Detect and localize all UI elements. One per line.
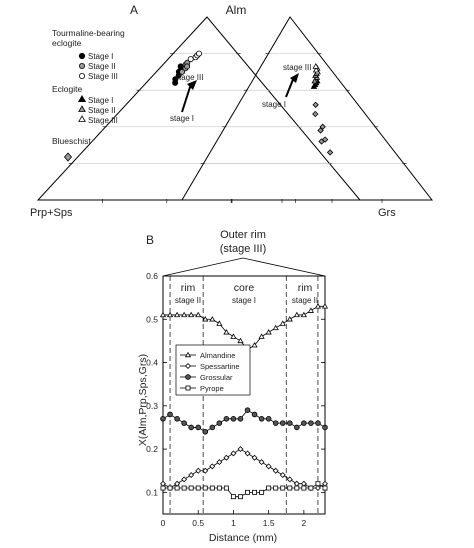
data-point xyxy=(252,412,257,417)
data-point xyxy=(323,486,327,490)
y-tick-label: 0.6 xyxy=(146,271,158,281)
y-tick-label: 0.4 xyxy=(146,357,158,368)
ternary-point xyxy=(196,51,201,56)
data-point xyxy=(224,416,229,421)
data-point xyxy=(316,486,321,491)
data-point xyxy=(280,421,285,426)
data-point xyxy=(266,464,271,469)
data-point xyxy=(316,421,321,426)
data-point xyxy=(238,495,242,499)
profile-panel xyxy=(137,229,327,544)
data-point xyxy=(273,468,278,473)
data-point xyxy=(189,425,194,430)
series-line xyxy=(163,449,325,488)
data-point xyxy=(189,473,194,478)
data-point xyxy=(266,330,271,334)
legend-marker-grey-circle xyxy=(79,63,84,68)
zone-stage-rim-right: stage II xyxy=(291,296,319,305)
data-point xyxy=(231,451,236,456)
ternary-point xyxy=(185,64,190,69)
data-point xyxy=(231,416,236,421)
data-point xyxy=(224,455,229,460)
legend-marker xyxy=(186,386,190,390)
line-chart xyxy=(146,271,327,528)
ternary-point xyxy=(188,56,193,61)
data-point xyxy=(259,334,264,338)
data-point xyxy=(231,334,236,338)
data-point xyxy=(217,486,221,490)
y-tick-label: 0.2 xyxy=(146,444,158,455)
data-point xyxy=(273,326,278,330)
data-point xyxy=(252,455,257,460)
data-point xyxy=(231,495,235,499)
data-point xyxy=(316,482,320,486)
data-point xyxy=(301,421,306,426)
legend-group2-item1: Stage I xyxy=(88,96,114,105)
x-tick-label: 0 xyxy=(160,518,166,528)
legend-group2-title: Eclogite xyxy=(52,84,83,94)
legend-group1-title-line1: Tourmaline-bearing xyxy=(52,28,125,38)
legend-group3-title: Blueschist xyxy=(52,136,91,146)
header-stage-iii: (stage III) xyxy=(219,243,267,255)
data-point xyxy=(294,481,299,486)
data-point xyxy=(175,416,180,421)
apex-label-top: Alm xyxy=(225,3,247,17)
data-point xyxy=(168,486,172,490)
zone-label-core: core xyxy=(233,282,255,294)
data-point xyxy=(175,486,179,490)
y-axis-title: X(Alm,Prp,Sps,Grs) xyxy=(137,353,149,447)
data-point xyxy=(253,490,257,494)
data-point xyxy=(238,339,243,343)
x-axis-title: Distance (mm) xyxy=(208,532,278,544)
ternary-point xyxy=(327,150,332,155)
y-tick-label: 0.5 xyxy=(146,314,158,325)
data-point xyxy=(182,421,187,426)
legend-group1-item3: Stage III xyxy=(88,72,118,81)
legend-marker-grey-triangle xyxy=(79,106,85,112)
data-point xyxy=(280,473,285,478)
legend-group1-item1: Stage I xyxy=(88,52,114,61)
legend-marker-filled-circle xyxy=(79,53,84,58)
ternary-right xyxy=(182,17,432,203)
data-point xyxy=(224,486,228,490)
data-point xyxy=(259,416,264,421)
ternary-point xyxy=(313,102,318,107)
data-point xyxy=(273,421,278,426)
header-outer-rim: Outer rim xyxy=(220,229,266,241)
header-bracket xyxy=(163,258,325,276)
legend-marker-filled-triangle xyxy=(79,96,85,102)
x-tick-label: 1.5 xyxy=(262,518,275,528)
data-point xyxy=(294,425,299,430)
ternary-panel xyxy=(30,3,432,219)
zone-label-rim-right: rim xyxy=(297,282,313,294)
data-point xyxy=(210,464,215,469)
data-point xyxy=(302,486,306,490)
zone-stage-core: stage I xyxy=(231,296,257,305)
data-point xyxy=(281,486,285,490)
data-point xyxy=(217,421,222,426)
legend-marker-open-triangle xyxy=(79,116,85,122)
x-tick-label: 1 xyxy=(231,518,236,528)
data-point xyxy=(175,481,180,486)
legend-marker xyxy=(186,375,191,380)
data-point xyxy=(287,421,292,426)
panel-b-letter: B xyxy=(145,233,155,247)
legend-marker-grey-diamond xyxy=(65,153,72,161)
data-point xyxy=(323,425,328,430)
stage-label-lower-right: stage I xyxy=(262,100,287,109)
legend-group1-title-line2: eclogite xyxy=(52,38,82,48)
data-point xyxy=(210,425,215,430)
data-point xyxy=(301,481,306,486)
stage-label-upper-left: stage III xyxy=(175,73,204,82)
stage-label-upper-right: stage III xyxy=(283,63,312,72)
ternary-frame xyxy=(182,17,432,200)
data-point xyxy=(266,416,271,421)
x-tick-label: 0.5 xyxy=(192,518,205,528)
legend-group1-item2: Stage II xyxy=(88,62,116,71)
data-point xyxy=(161,481,166,486)
series-line xyxy=(163,484,325,497)
apex-label-right: Grs xyxy=(378,207,396,219)
data-point xyxy=(274,486,278,490)
zone-stage-rim-left: stage II xyxy=(174,296,202,305)
data-point xyxy=(287,477,292,482)
ternary-legend xyxy=(52,28,125,161)
legend-marker-open-circle xyxy=(79,73,84,78)
data-point xyxy=(168,412,173,417)
legend-label: Spessartine xyxy=(200,362,240,371)
data-point xyxy=(161,486,165,490)
legend-group2-item2: Stage II xyxy=(88,106,116,115)
data-point xyxy=(288,486,292,490)
legend-label: Almandine xyxy=(200,351,236,360)
data-point xyxy=(245,490,249,494)
data-point xyxy=(245,408,250,413)
x-tick-label: 2 xyxy=(301,518,307,528)
data-point xyxy=(189,486,193,490)
data-point xyxy=(260,490,264,494)
data-point xyxy=(309,486,313,490)
stage-label-lower-left: stage I xyxy=(170,114,195,123)
data-point xyxy=(309,421,314,426)
data-point xyxy=(238,447,243,452)
data-point xyxy=(203,486,207,490)
legend-label: Grossular xyxy=(200,373,233,382)
data-point xyxy=(280,321,285,325)
data-point xyxy=(295,486,299,490)
data-point xyxy=(196,425,201,430)
y-tick-label: 0.1 xyxy=(146,487,158,498)
data-point xyxy=(245,451,250,456)
data-point xyxy=(238,416,243,421)
profile-legend xyxy=(176,345,250,395)
data-point xyxy=(259,460,264,465)
data-point xyxy=(196,468,201,473)
data-point xyxy=(203,468,208,473)
legend-group2-item3: Stage III xyxy=(88,116,118,125)
y-tick-label: 0.3 xyxy=(146,400,158,411)
data-point xyxy=(287,317,292,321)
data-point xyxy=(203,429,208,434)
data-point xyxy=(196,486,200,490)
data-point xyxy=(323,481,328,486)
data-point xyxy=(182,486,186,490)
data-point xyxy=(217,460,222,465)
stage-arrow-left xyxy=(182,80,197,112)
data-point xyxy=(182,477,187,482)
panel-a-letter: A xyxy=(129,3,139,17)
legend-label: Pyrope xyxy=(200,384,224,393)
data-point xyxy=(309,308,314,312)
series-line xyxy=(163,306,325,349)
stage-arrow-right xyxy=(286,73,299,97)
data-point xyxy=(161,416,166,421)
series-line xyxy=(163,410,325,432)
data-point xyxy=(210,486,214,490)
apex-label-left: Prp+Sps xyxy=(30,207,73,219)
data-point xyxy=(267,486,271,490)
zone-label-rim-left: rim xyxy=(180,282,196,294)
data-point xyxy=(217,321,222,325)
ternary-point xyxy=(313,111,318,116)
